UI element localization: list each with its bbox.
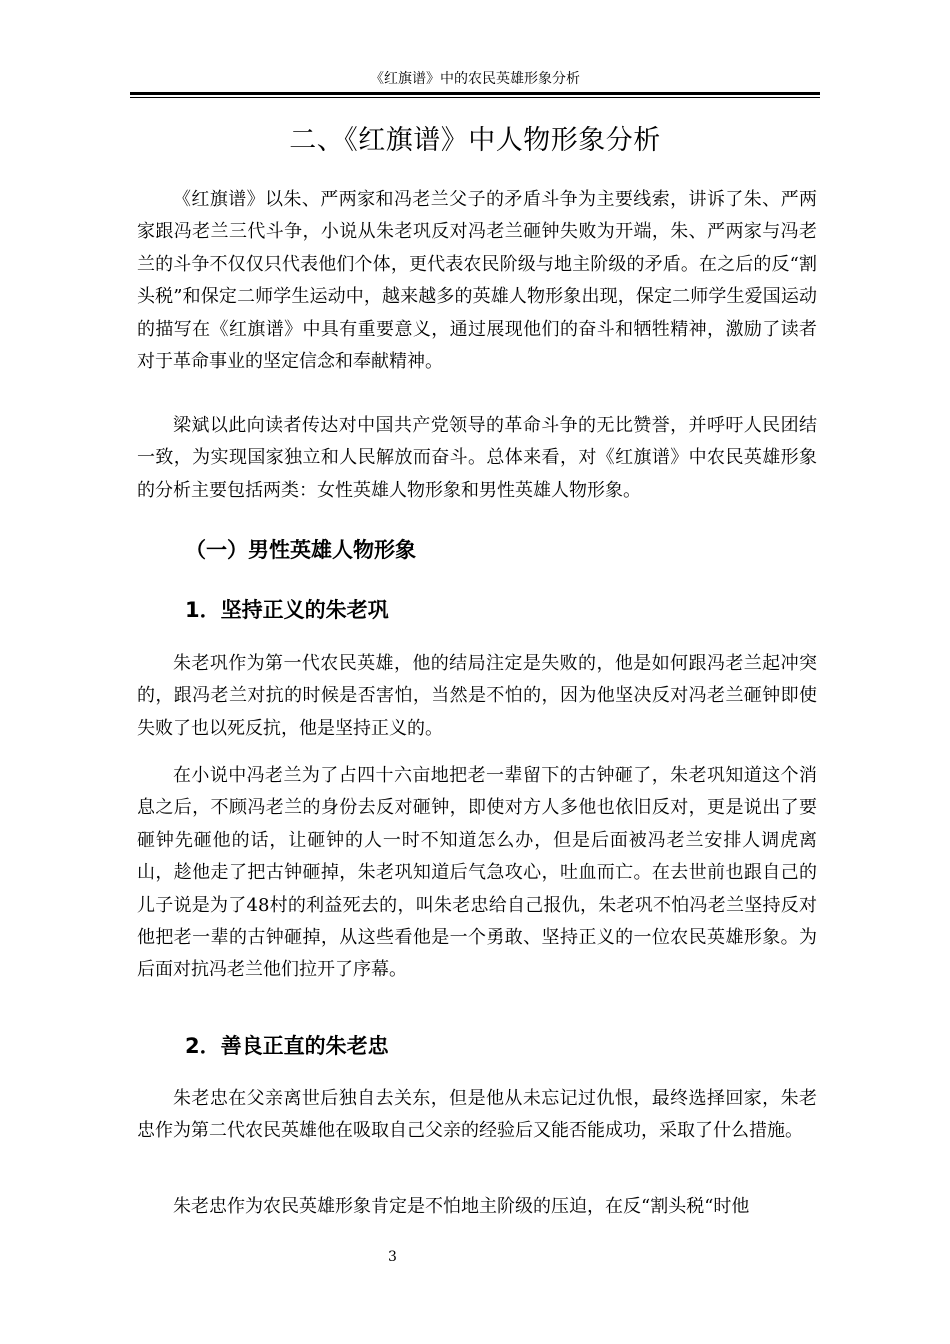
paragraph-summary: 梁斌以此向读者传达对中国共产党领导的革命斗争的无比赞誉，并呼吁人民团结一致，为实现国家独立和人民解放而奋斗。总体来看，对《红旗谱》中农民英雄形象的分析主要包括两类：女性英雄人物形象和男性英雄人物形象。 bbox=[137, 415, 817, 501]
paragraph-zhu-laogong-intro: 朱老巩作为第一代农民英雄，他的结局注定是失败的，他是如何跟冯老兰起冲突的，跟冯老兰对抗的时候是否害怕，当然是不怕的，因为他坚决反对冯老兰砸钟即使失败了也以死反抗，他是坚持正义的。 bbox=[137, 653, 817, 739]
header-rule-thick bbox=[130, 92, 820, 95]
paragraph-zhu-laogong-story: 在小说中冯老兰为了占四十六亩地把老一辈留下的古钟砸了，朱老巩知道这个消息之后，不顾冯老兰的身份去反对砸钟，即使对方人多他也依旧反对，更是说出了要砸钟先砸他的话，让砸钟的人一时不知道怎么办，但是后面被冯老兰安排人调虎离山，趁他走了把古钟砸掉，朱老巩知道后气急攻心，吐血而亡。在去世前也跟自己的儿子说是为了48村的利益死去的，叫朱老忠给自己报仇，朱老巩不怕冯老兰坚持反对他把老一辈的古钟砸掉，从这些看他是一个勇敢、坚持正义的一位农民英雄形象。为后面对抗冯老兰他们拉开了序幕。 bbox=[137, 765, 817, 981]
header-rule-thin bbox=[130, 97, 820, 98]
paragraph-zhu-laozhong-continued: 朱老忠作为农民英雄形象肯定是不怕地主阶级的压迫，在反“割头税“时他 bbox=[173, 1196, 750, 1217]
paragraph-zhu-laozhong-intro: 朱老忠在父亲离世后独自去关东，但是他从未忘记过仇恨，最终选择回家，朱老忠作为第二代农民英雄他在吸取自己父亲的经验后又能否能成功，采取了什么措施。 bbox=[137, 1088, 817, 1142]
paragraph-intro: 《红旗谱》以朱、严两家和冯老兰父子的矛盾斗争为主要线索，讲诉了朱、严两家跟冯老兰三代斗争，小说从朱老巩反对冯老兰砸钟失败为开端，朱、严两家与冯老兰的斗争不仅仅只代表他们个体，更代表农民阶级与地主阶级的矛盾。在之后的反“割头税”和保定二师学生运动中，越来越多的英雄人物形象出现，保定二师学生爱国运动的描写在《红旗谱》中具有重要意义，通过展现他们的奋斗和牺牲精神，激励了读者对于革命事业的坚定信念和奉献精神。 bbox=[137, 189, 817, 373]
page-number: 3 bbox=[388, 1249, 397, 1265]
running-header: 《红旗谱》中的农民英雄形象分析 bbox=[370, 71, 580, 87]
chapter-title: 二、《红旗谱》中人物形象分析 bbox=[289, 125, 661, 156]
section-heading-male-heroes: （一）男性英雄人物形象 bbox=[185, 538, 416, 562]
subsection-heading-zhu-laogong: 1．坚持正义的朱老巩 bbox=[185, 598, 389, 622]
subsection-heading-zhu-laozhong: 2．善良正直的朱老忠 bbox=[185, 1034, 389, 1058]
